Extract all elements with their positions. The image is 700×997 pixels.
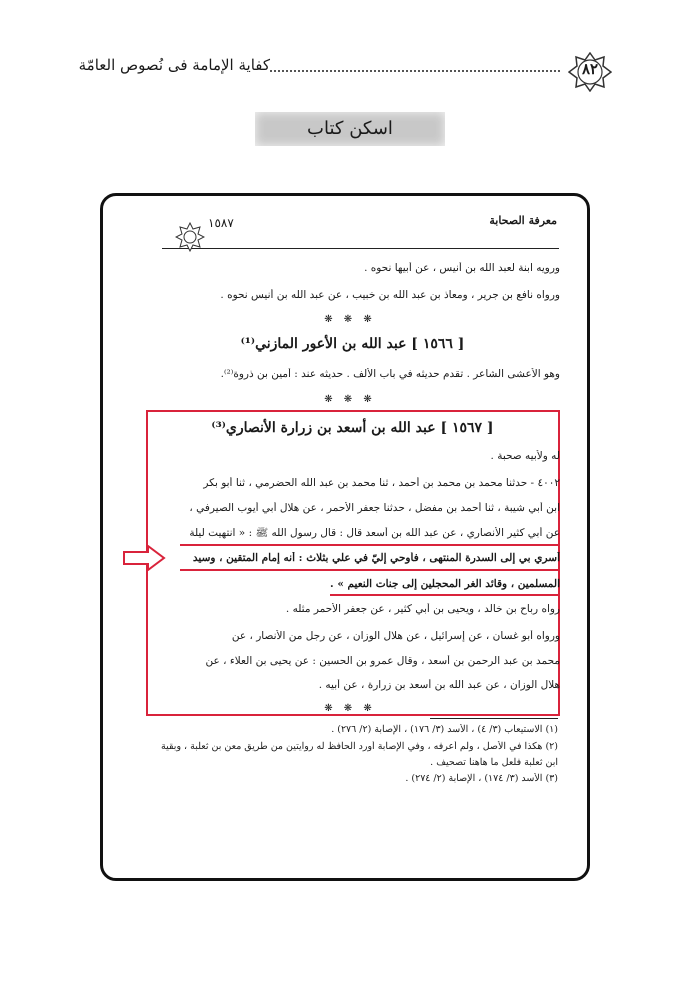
- entry-heading: [ ١٥٦٧ ] عبد الله بن أسعد بن زرارة الأنصاري⁽³⁾: [211, 420, 494, 436]
- scan-rosette-icon: [175, 222, 205, 252]
- text-line: وهو الأعشى الشاعر . تقدم حديثه في باب الألف . حديثه عند : أمين بن ذروة⁽²⁾.: [220, 368, 560, 380]
- pointer-arrow-icon: [122, 545, 166, 571]
- book-title: كفاية الإمامة فى نُصوص العامّة: [78, 56, 270, 74]
- scan-page-number: ١٥٨٧: [208, 216, 234, 230]
- text-line: ورواه أبو غسان ، عن إسرائيل ، عن هلال الوزان ، عن رجل من الأنصار ، عن: [231, 630, 560, 642]
- footnote: (١) الاستيعاب (٣/ ٤) ، الأسد (٣/ ١٧٦) ، الإصابة (٢/ ٢٧٦) .: [331, 724, 558, 735]
- footnote: (٢) هكذا في الأصل ، ولم أعرفه ، وفي الإصابة أورد الحافظ له روايتين من طريق معن بن ثعلبة ، وبقية: [161, 741, 558, 752]
- text-line: ورويه ابنة لعبد الله بن أنيس ، عن أبيها نحوه .: [364, 262, 560, 274]
- text-line: محمد بن عبد الرحمن بن أسعد ، وقال عمرو بن الحسين : عن يحيى بن العلاء ، عن: [205, 655, 560, 667]
- highlighted-line: المسلمين ، وقائد الغر المحجلين إلى جنات النعيم » .: [330, 578, 560, 590]
- entry-heading: [ ١٥٦٦ ] عبد الله بن الأعور المازني⁽¹⁾: [240, 336, 465, 352]
- text-line: هلال الوزان ، عن عبد الله بن أسعد بن زرارة ، عن أبيه .: [318, 679, 560, 691]
- text-line: ٤٠٠٢ - حدثنا محمد بن محمد بن أحمد ، ثنا محمد بن عبد الله الحضرمي ، ثنا أبو بكر: [203, 477, 560, 489]
- text-line: رواه رباح بن خالد ، ويحيى بن أبي كثير ، عن جعفر الأحمر مثله .: [285, 603, 560, 615]
- text-line: له ولأبيه صحبة .: [490, 450, 560, 462]
- separator-stars: ❋ ❋ ❋: [324, 314, 376, 325]
- scan-running-title: معرفة الصحابة: [489, 214, 557, 227]
- highlighted-line: أسري بي إلى السدرة المنتهى ، فأوحي إليّ في علي بثلاث : أنه إمام المتقين ، وسيد: [192, 552, 560, 564]
- separator-stars: ❋ ❋ ❋: [324, 703, 376, 714]
- footnote: ابن ثعلبة فلعل ما هاهنا تصحيف .: [430, 757, 558, 768]
- red-underline: [180, 544, 558, 546]
- scan-banner-label: اسكن كتاب: [307, 118, 393, 139]
- footnote: (٣) الأسد (٣/ ١٧٤) ، الإصابة (٢/ ٢٧٤) .: [405, 773, 558, 784]
- scan-banner: [255, 112, 445, 146]
- text-line: ابن أبي شيبة ، ثنا أحمد بن مفضل ، حدثنا جعفر الأحمر ، عن هلال أبي أيوب الصيرفي ،: [189, 502, 560, 514]
- red-underline: [330, 594, 558, 596]
- header-dotted-rule: [270, 70, 560, 72]
- separator-stars: ❋ ❋ ❋: [324, 394, 376, 405]
- text-line: ورواه نافع بن جرير ، ومعاذ بن عبد الله بن خبيب ، عن عبد الله بن أنيس نحوه .: [220, 289, 560, 301]
- footnote-rule: [430, 718, 558, 719]
- red-underline: [180, 569, 558, 571]
- text-line: عن أبي كثير الأنصاري ، عن عبد الله بن أسعد قال : قال رسول الله ﷺ : « انتهيت ليلة: [189, 527, 560, 539]
- page-number: ٨٢: [581, 60, 599, 78]
